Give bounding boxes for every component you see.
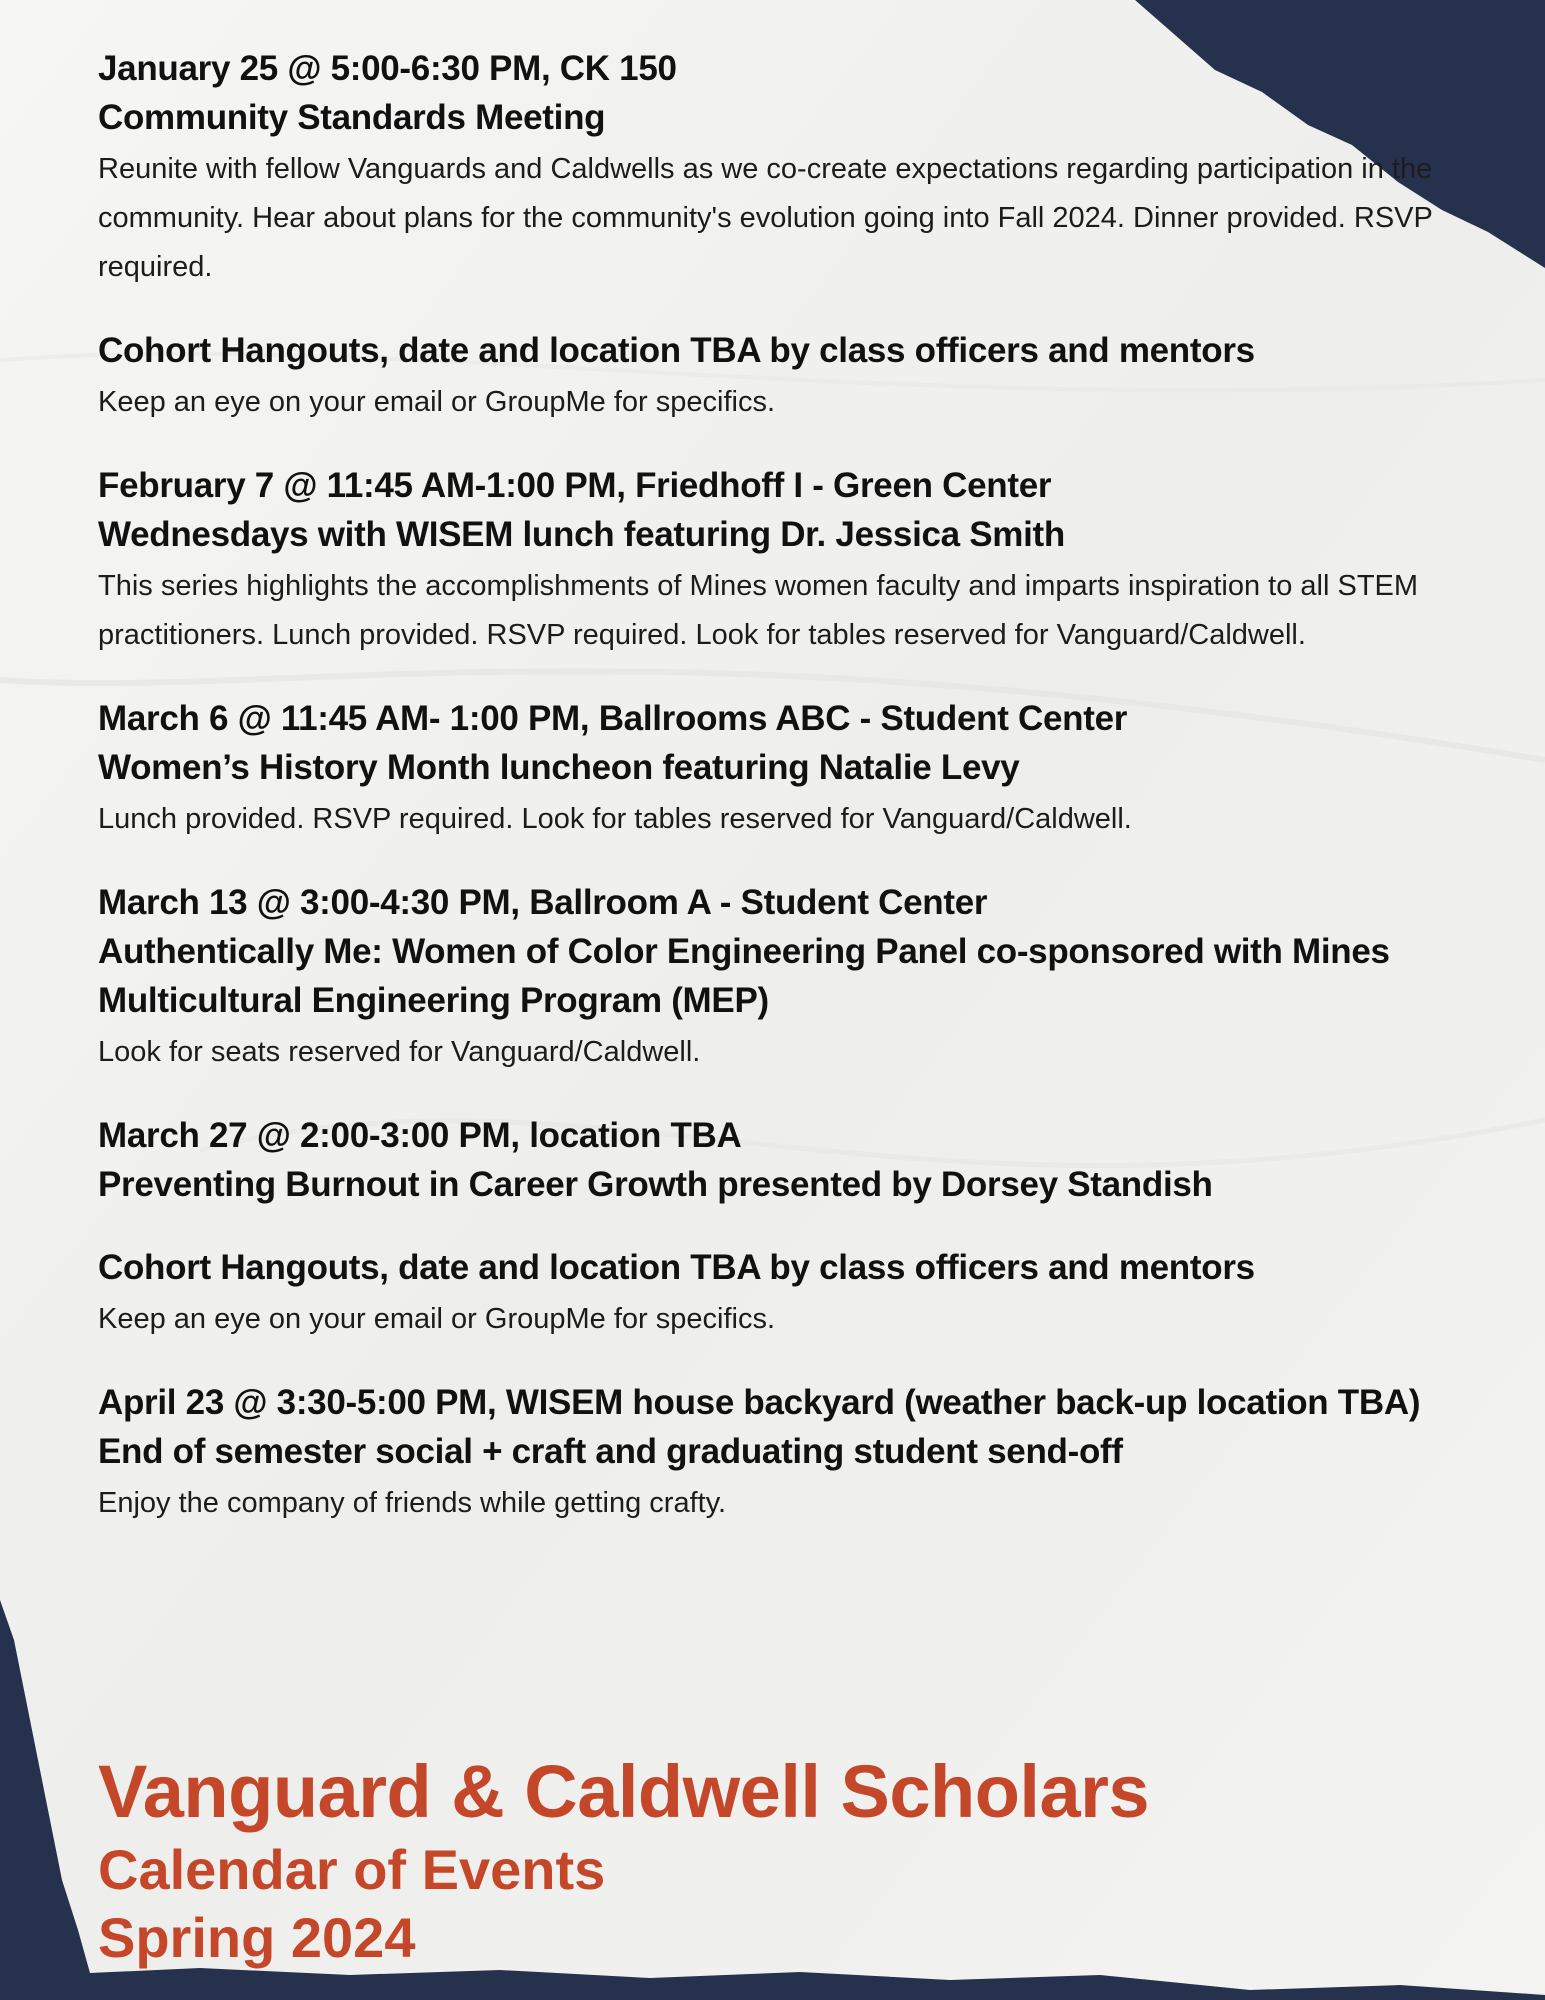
main-title: Vanguard & Caldwell Scholars — [98, 1750, 1150, 1833]
subtitle-calendar: Calendar of Events — [98, 1838, 606, 1901]
event-item — [98, 1111, 1498, 1209]
event-heading-line: January 25 @ 5:00-6:30 PM, CK 150 — [98, 49, 677, 88]
event-heading-line: April 23 @ 3:30-5:00 PM, WISEM house backyard (weather back-up location TBA) — [98, 1383, 1421, 1422]
event-item — [98, 461, 1498, 660]
event-description: Reunite with fellow Vanguards and Caldwells as we co-create expectations regarding participation in the community. Hear about plans for the community's evolution going into Fall 2024. Dinner provided. RSVP required. — [98, 153, 1433, 283]
event-description: Enjoy the company of friends while getting crafty. — [98, 1487, 727, 1519]
event-heading-line: Cohort Hangouts, date and location TBA by class officers and mentors — [98, 331, 1255, 370]
event-description: Look for seats reserved for Vanguard/Caldwell. — [98, 1036, 701, 1068]
event-heading-line: Cohort Hangouts, date and location TBA by class officers and mentors — [98, 1248, 1255, 1287]
event-heading-line: March 27 @ 2:00-3:00 PM, location TBA — [98, 1116, 742, 1155]
event-description: Lunch provided. RSVP required. Look for tables reserved for Vanguard/Caldwell. — [98, 803, 1132, 835]
event-title-line: Preventing Burnout in Career Growth presented by Dorsey Standish — [98, 1165, 1213, 1204]
event-item — [98, 44, 1498, 292]
event-description: Keep an eye on your email or GroupMe for specifics. — [98, 1303, 775, 1335]
event-item — [98, 878, 1498, 1077]
event-item — [98, 694, 1498, 844]
event-description: Keep an eye on your email or GroupMe for specifics. — [98, 386, 775, 418]
event-description: This series highlights the accomplishments of Mines women faculty and imparts inspiration to all STEM practitioners. Lunch provided. RSVP required. Look for tables reserved for Vanguard/Caldwell. — [98, 570, 1419, 651]
title-block — [98, 1748, 1149, 1972]
event-heading-line: March 6 @ 11:45 AM- 1:00 PM, Ballrooms ABC - Student Center — [98, 699, 1128, 738]
event-list — [98, 44, 1498, 1562]
subtitle-term: Spring 2024 — [98, 1906, 416, 1969]
event-title-line: End of semester social + craft and graduating student send-off — [98, 1432, 1123, 1471]
event-item — [98, 326, 1498, 427]
event-title-line: Women’s History Month luncheon featuring Natalie Levy — [98, 748, 1020, 787]
event-item — [98, 1243, 1498, 1344]
event-item — [98, 1378, 1498, 1528]
event-heading-line: February 7 @ 11:45 AM-1:00 PM, Friedhoff I - Green Center — [98, 466, 1052, 505]
event-title-line: Authentically Me: Women of Color Engineering Panel co-sponsored with Mines Multicultural Engineering Program (MEP) — [98, 932, 1390, 1020]
event-title-line: Wednesdays with WISEM lunch featuring Dr. Jessica Smith — [98, 515, 1065, 554]
event-heading-line: March 13 @ 3:00-4:30 PM, Ballroom A - Student Center — [98, 883, 988, 922]
event-title-line: Community Standards Meeting — [98, 98, 606, 137]
